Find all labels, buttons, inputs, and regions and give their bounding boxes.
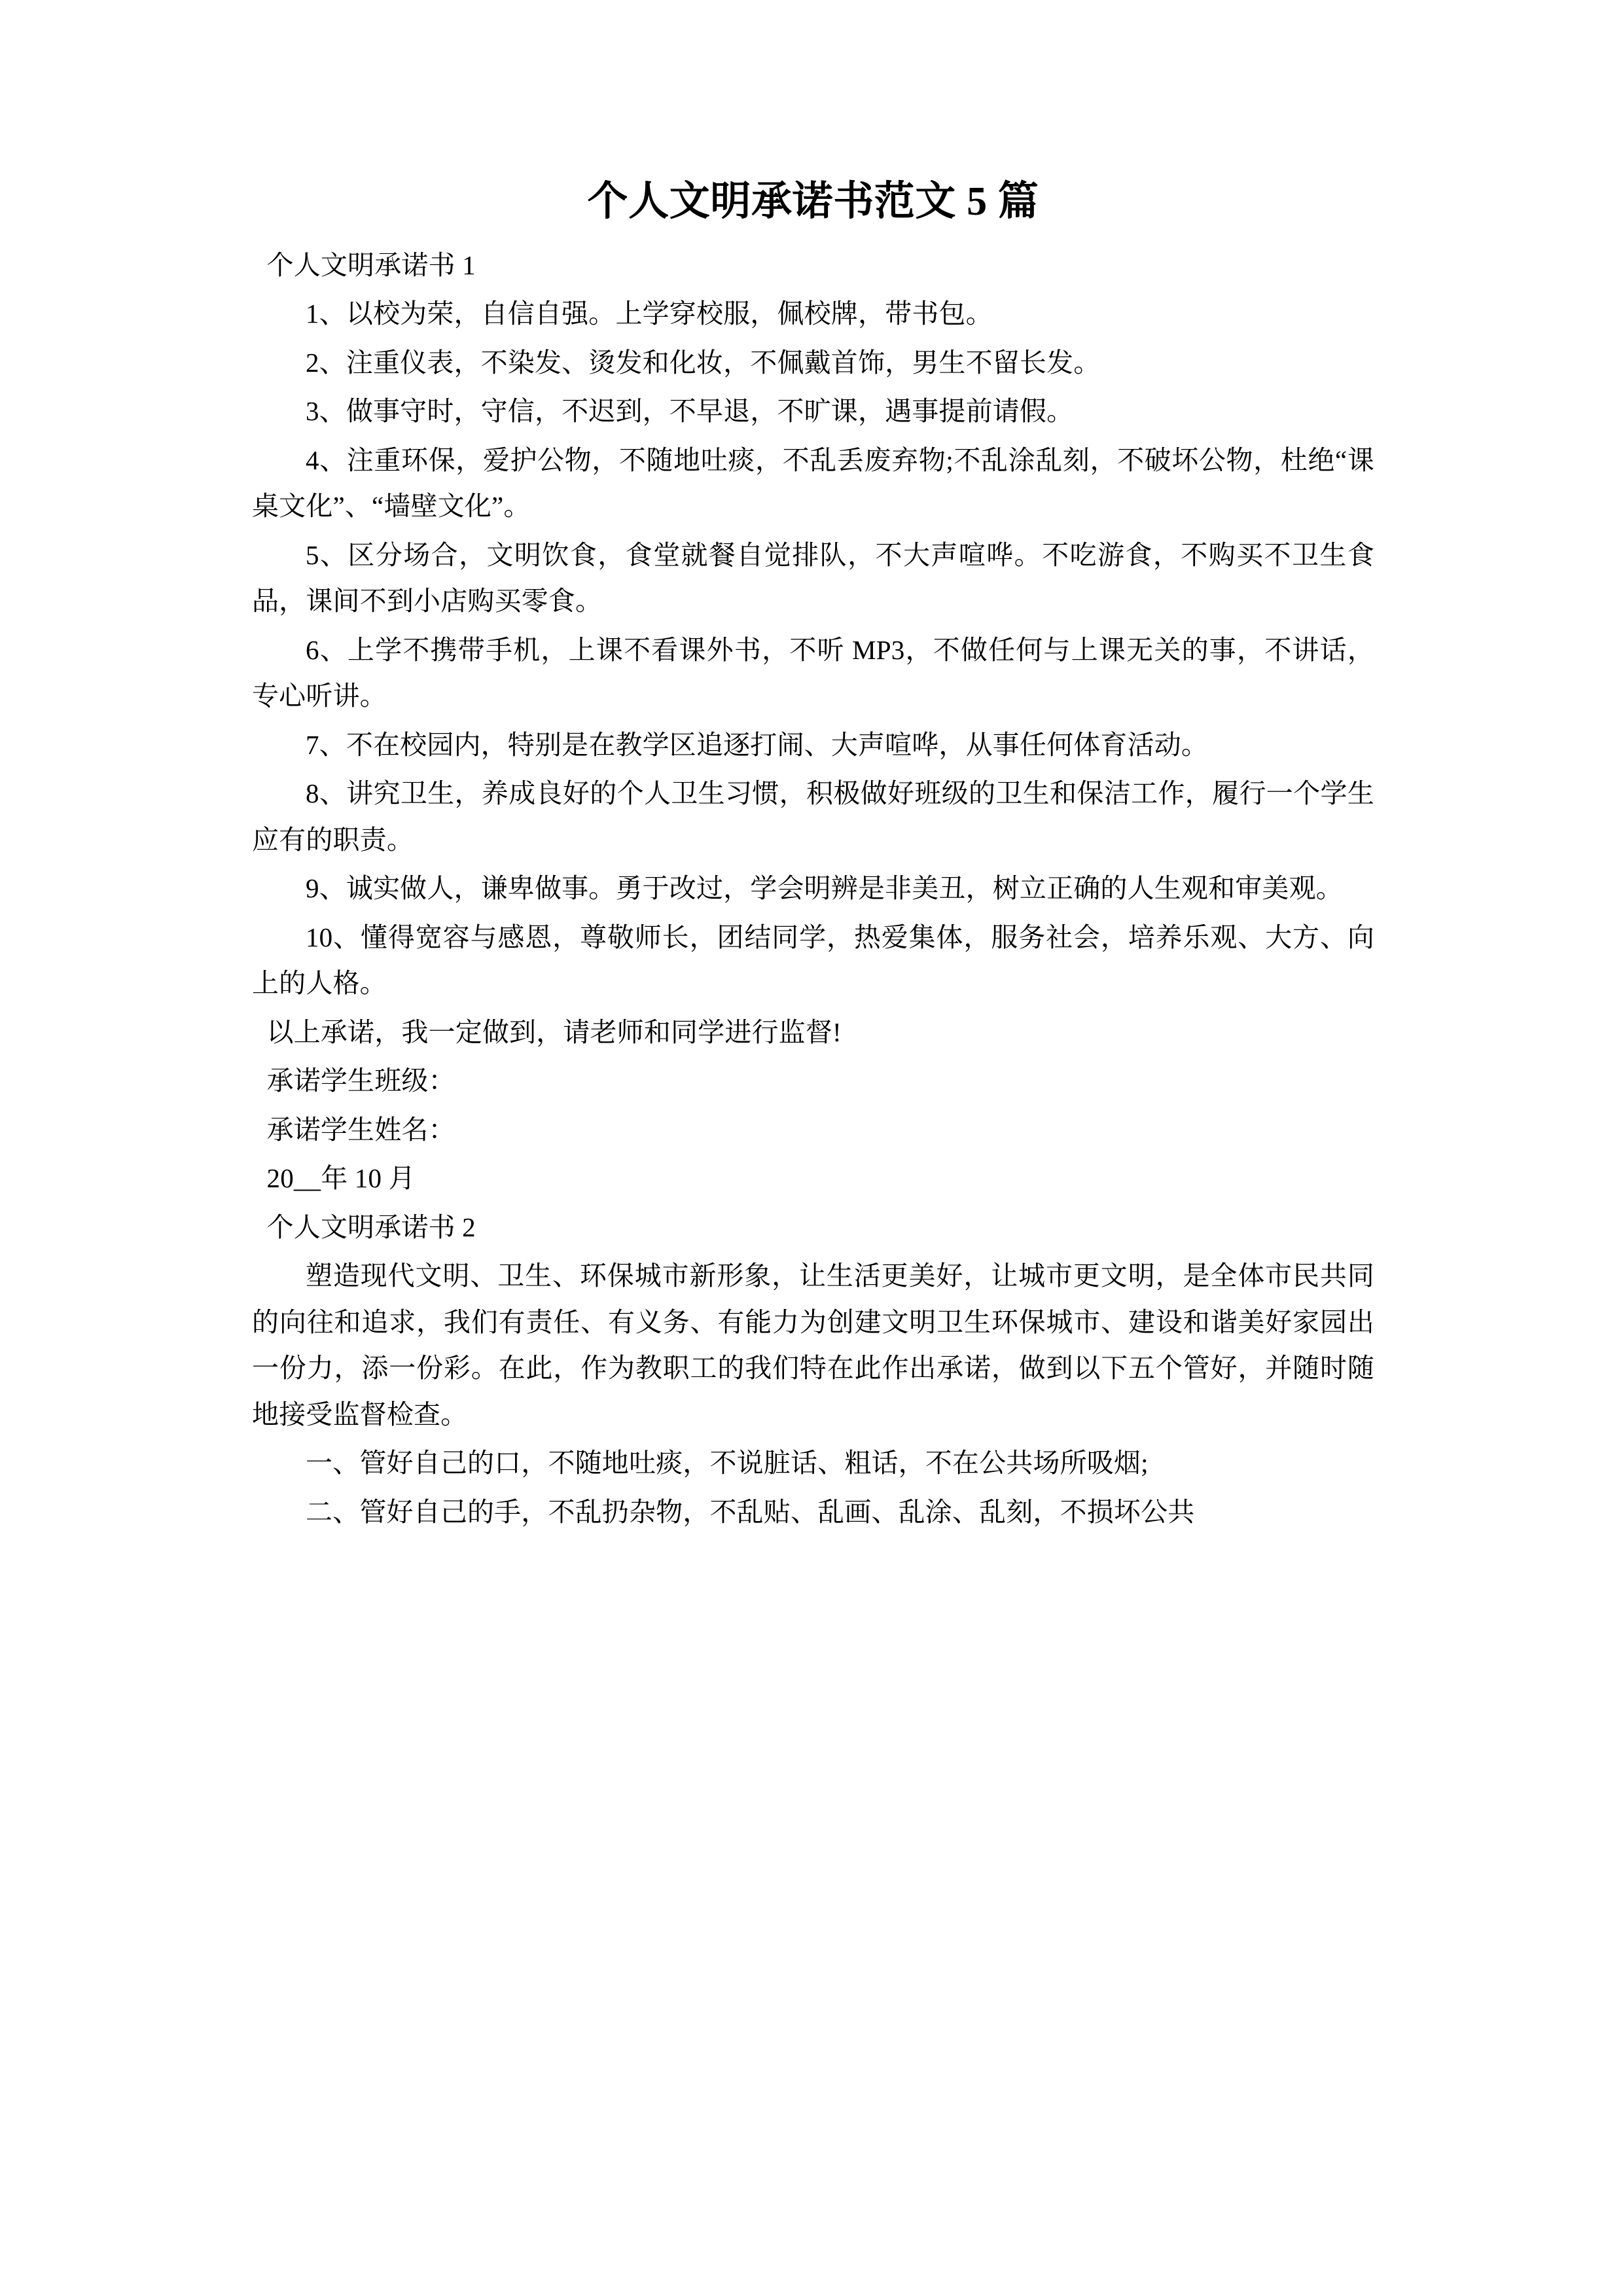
commitment-item-1-6: 6、上学不携带手机，上课不看课外书，不听 MP3，不做任何与上课无关的事，不讲话，专心听讲。 — [252, 634, 1374, 711]
closing-statement: 以上承诺，我一定做到，请老师和同学进行监督! — [266, 1016, 842, 1047]
commitment-item-1-9: 9、诚实做人，谦卑做事。勇于改过，学会明辨是非美丑，树立正确的人生观和审美观。 — [306, 873, 1343, 904]
section-heading-1: 个人文明承诺书 1 — [266, 249, 476, 280]
document-body — [252, 177, 1374, 1537]
commitment-item-2-2: 二、管好自己的手，不乱扔杂物，不乱贴、乱画、乱涂、乱刻，不损坏公共 — [306, 1496, 1195, 1527]
commitment-item-1-4: 4、注重环保，爱护公物，不随地吐痰，不乱丢废弃物;不乱涂乱刻，不破坏公物，杜绝“课桌文化”、“墙壁文化”。 — [252, 444, 1374, 522]
commitment-item-1-3: 3、做事守时，守信，不迟到，不早退，不旷课，遇事提前请假。 — [306, 396, 1074, 427]
commitment-item-1-1: 1、以校为荣，自信自强。上学穿校服，佩校牌，带书包。 — [306, 298, 993, 329]
section-heading-2: 个人文明承诺书 2 — [266, 1211, 476, 1242]
section-2-intro-paragraph: 塑造现代文明、卫生、环保城市新形象，让生活更美好，让城市更文明，是全体市民共同的向往和追求，我们有责任、有义务、有能力为创建文明卫生环保城市、建设和谐美好家园出一份力，添一份彩。在此，作为教职工的我们特在此作出承诺，做到以下五个管好，并随时随地接受监督检查。 — [252, 1261, 1374, 1429]
signature-name-label: 承诺学生姓名： — [266, 1114, 455, 1145]
commitment-item-1-8: 8、讲究卫生，养成良好的个人卫生习惯，积极做好班级的卫生和保洁工作，履行一个学生应有的职责。 — [252, 778, 1374, 855]
commitment-item-2-1: 一、管好自己的口，不随地吐痰，不说脏话、粗话，不在公共场所吸烟; — [306, 1448, 1149, 1479]
commitment-item-1-7: 7、不在校园内，特别是在教学区追逐打闹、大声喧哗，从事任何体育活动。 — [306, 729, 1209, 760]
page-title: 个人文明承诺书范文 5 篇 — [587, 179, 1039, 224]
signature-class-label: 承诺学生班级： — [266, 1066, 455, 1096]
commitment-item-1-2: 2、注重仪表，不染发、烫发和化妆，不佩戴首饰，男生不留长发。 — [306, 347, 1101, 378]
commitment-item-1-10: 10、懂得宽容与感恩，尊敬师长，团结同学，热爱集体，服务社会，培养乐观、大方、向上的人格。 — [252, 922, 1374, 999]
signature-date-line: 20__年 10 月 — [266, 1163, 416, 1194]
commitment-item-1-5: 5、区分场合，文明饮食，食堂就餐自觉排队，不大声喧哗。不吃游食，不购买不卫生食品，课间不到小店购买零食。 — [252, 539, 1374, 617]
